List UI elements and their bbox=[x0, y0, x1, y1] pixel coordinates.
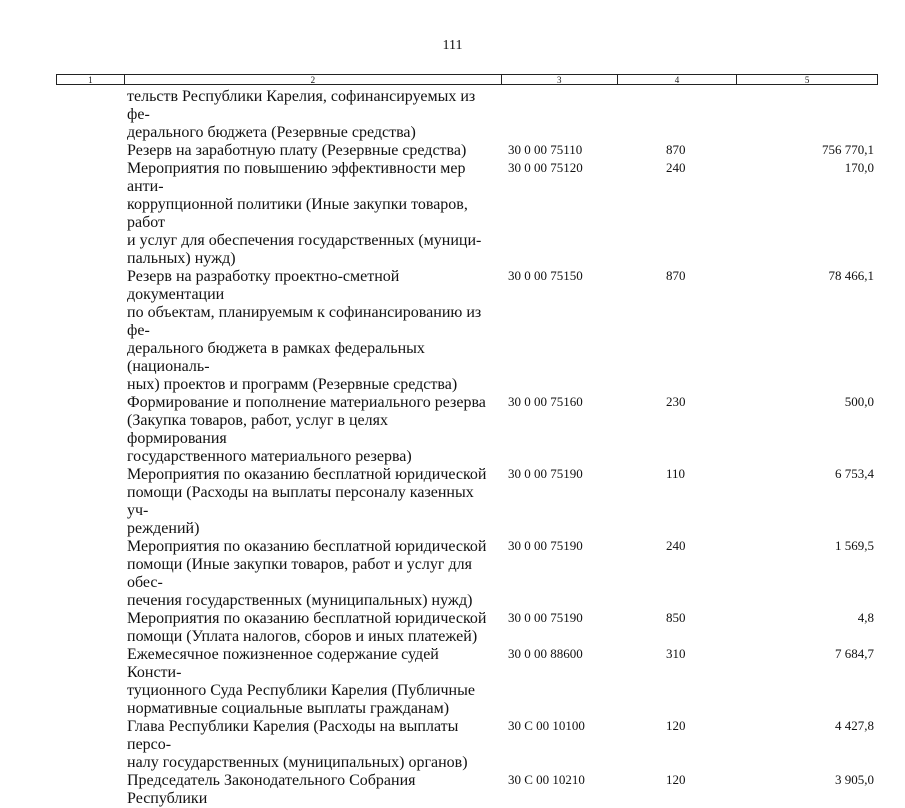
target-article-code: 30 0 00 88600 bbox=[508, 646, 583, 661]
expense-name-line: тельств Республики Карелия, софинансируемых из фе- bbox=[127, 88, 476, 123]
expense-name-line: коррупционной политики (Иные закупки товаров, работ bbox=[127, 196, 468, 231]
expense-type-code: 870 bbox=[666, 268, 686, 283]
amount: 1 569,5 bbox=[835, 538, 874, 553]
expense-name-line: туционного Суда Республики Карелия (Публичные bbox=[127, 682, 475, 699]
target-article-code: 30 С 00 10100 bbox=[508, 718, 585, 733]
expense-type-code: 230 bbox=[666, 394, 686, 409]
amount: 4 427,8 bbox=[835, 718, 874, 733]
expense-type-code: 310 bbox=[666, 646, 686, 661]
expense-name-line: помощи (Уплата налогов, сборов и иных платежей) bbox=[127, 628, 478, 645]
expense-name-line: Ежемесячное пожизненное содержание судей Консти- bbox=[127, 646, 439, 681]
amount: 500,0 bbox=[844, 394, 874, 409]
expense-name bbox=[127, 268, 487, 394]
expense-name-line: Мероприятия по оказанию бесплатной юридической bbox=[127, 538, 487, 555]
table-column-header-row bbox=[56, 74, 878, 85]
expense-name-line: печения государственных (муниципальных) нужд) bbox=[127, 592, 473, 609]
expense-type-code: 120 bbox=[666, 772, 686, 787]
expense-type-code: 120 bbox=[666, 718, 686, 733]
column-number-3: 3 bbox=[502, 75, 618, 84]
expense-name-line: реждений) bbox=[127, 520, 200, 537]
expense-name-line: дерального бюджета в рамках федеральных (националь- bbox=[127, 340, 425, 375]
column-number-4: 4 bbox=[618, 75, 738, 84]
column-number-2: 2 bbox=[125, 75, 502, 84]
target-article-code: 30 0 00 75190 bbox=[508, 538, 583, 553]
expense-name bbox=[127, 718, 487, 772]
expense-type-code: 240 bbox=[666, 160, 686, 175]
table-row bbox=[0, 772, 905, 808]
amount: 170,0 bbox=[844, 160, 874, 175]
expense-name bbox=[127, 88, 487, 142]
expense-name-line: Резерв на заработную плату (Резервные средства) bbox=[127, 142, 467, 159]
expense-name-line: Председатель Законодательного Собрания Республики bbox=[127, 772, 416, 807]
expense-name-line: и услуг для обеспечения государственных (муници- bbox=[127, 232, 482, 249]
target-article-code: 30 0 00 75160 bbox=[508, 394, 583, 409]
expense-name bbox=[127, 142, 487, 160]
amount: 7 684,7 bbox=[835, 646, 874, 661]
expense-name-line: пальных) нужд) bbox=[127, 250, 236, 267]
expense-type-code: 870 bbox=[666, 142, 686, 157]
expense-name-line: помощи (Расходы на выплаты персоналу казенных уч- bbox=[127, 484, 474, 519]
expense-name-line: Резерв на разработку проектно-сметной документации bbox=[127, 268, 400, 303]
expense-name bbox=[127, 610, 487, 646]
amount: 6 753,4 bbox=[835, 466, 874, 481]
expense-name-line: Мероприятия по повышению эффективности мер анти- bbox=[127, 160, 466, 195]
expense-name bbox=[127, 646, 487, 718]
expense-name-line: (Закупка товаров, работ, услуг в целях формирования bbox=[127, 412, 388, 447]
amount: 4,8 bbox=[857, 610, 874, 625]
target-article-code: 30 С 00 10210 bbox=[508, 772, 585, 787]
expense-name bbox=[127, 160, 487, 268]
table-row bbox=[0, 610, 905, 646]
target-article-code: 30 0 00 75190 bbox=[508, 466, 583, 481]
page-number: 111 bbox=[442, 38, 463, 53]
table-row bbox=[0, 88, 905, 142]
budget-table-body bbox=[0, 88, 905, 808]
table-row bbox=[0, 142, 905, 160]
expense-name-line: нормативные социальные выплаты гражданам) bbox=[127, 700, 450, 717]
expense-name-line: Мероприятия по оказанию бесплатной юридической bbox=[127, 466, 487, 483]
expense-name-line: помощи (Иные закупки товаров, работ и услуг для обес- bbox=[127, 556, 472, 591]
expense-name bbox=[127, 538, 487, 610]
expense-name bbox=[127, 466, 487, 538]
target-article-code: 30 0 00 75110 bbox=[508, 142, 583, 157]
amount: 78 466,1 bbox=[828, 268, 874, 283]
expense-type-code: 240 bbox=[666, 538, 686, 553]
table-row bbox=[0, 718, 905, 772]
expense-name-line: Глава Республики Карелия (Расходы на выплаты персо- bbox=[127, 718, 459, 753]
expense-name-line: ных) проектов и программ (Резервные средства) bbox=[127, 376, 458, 393]
expense-type-code: 110 bbox=[666, 466, 686, 481]
expense-name bbox=[127, 394, 487, 466]
column-number-5: 5 bbox=[804, 75, 810, 85]
expense-type-code: 850 bbox=[666, 610, 686, 625]
target-article-code: 30 0 00 75150 bbox=[508, 268, 583, 283]
expense-name-line: налу государственных (муниципальных) органов) bbox=[127, 754, 468, 771]
table-row bbox=[0, 646, 905, 718]
table-row bbox=[0, 394, 905, 466]
target-article-code: 30 0 00 75190 bbox=[508, 610, 583, 625]
expense-name-line: по объектам, планируемым к софинансированию из фе- bbox=[127, 304, 482, 339]
amount: 3 905,0 bbox=[835, 772, 874, 787]
expense-name bbox=[127, 772, 487, 808]
expense-name-line: Мероприятия по оказанию бесплатной юридической bbox=[127, 610, 487, 627]
column-number-1: 1 bbox=[57, 75, 125, 84]
expense-name-line: государственного материального резерва) bbox=[127, 448, 412, 465]
table-row bbox=[0, 466, 905, 538]
target-article-code: 30 0 00 75120 bbox=[508, 160, 583, 175]
amount: 756 770,1 bbox=[822, 142, 874, 157]
expense-name-line: Формирование и пополнение материального резерва bbox=[127, 394, 486, 411]
table-row bbox=[0, 538, 905, 610]
expense-name-line: дерального бюджета (Резервные средства) bbox=[127, 124, 416, 141]
table-row bbox=[0, 160, 905, 268]
table-row bbox=[0, 268, 905, 394]
